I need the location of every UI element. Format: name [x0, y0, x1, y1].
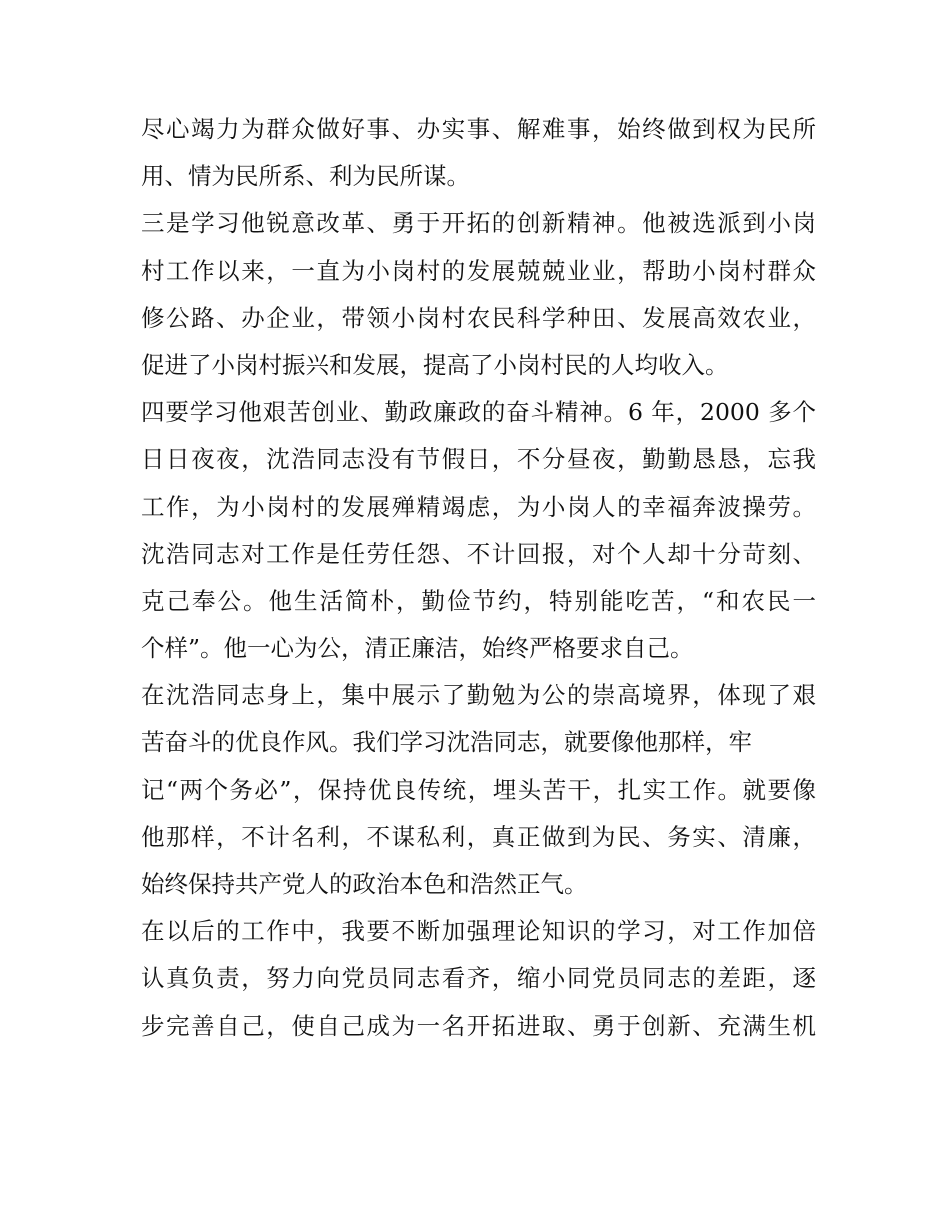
text-line: 促进了小岗村振兴和发展，提高了小岗村民的人均收入。: [141, 350, 729, 379]
text-line: 沈浩同志对工作是任劳任怨、不计回报，对个人却十分苛刻、: [141, 539, 816, 568]
text-line: 始终保持共产党人的政治本色和浩然正气。: [141, 870, 588, 898]
text-line: 他那样，不计名利，不谋私利，真正做到为民、务实、清廉，: [141, 822, 816, 851]
text-line: 个样”。他一心为公，清正廉洁，始终严格要求自己。: [141, 634, 694, 663]
text-line: 工作，为小岗村的发展殚精竭虑，为小岗人的幸福奔波操劳。: [141, 492, 816, 521]
text-line: 日日夜夜，沈浩同志没有节假日，不分昼夜，勤勤恳恳，忘我: [141, 445, 816, 474]
text-line: 四要学习他艰苦创业、勤政廉政的奋斗精神。6 年，2000 多个: [141, 398, 816, 427]
text-line: 记“两个务必”，保持优良传统，埋头苦干，扎实工作。就要像: [141, 775, 816, 804]
text-line: 在以后的工作中，我要不断加强理论知识的学习，对工作加倍: [141, 917, 816, 946]
text-line: 苦奋斗的优良作风。我们学习沈浩同志，就要像他那样，牢: [141, 728, 752, 757]
text-line: 在沈浩同志身上，集中展示了勤勉为公的崇高境界，体现了艰: [141, 681, 816, 710]
text-line: 步完善自己，使自己成为一名开拓进取、勇于创新、充满生机: [141, 1011, 816, 1040]
text-line: 认真负责，努力向党员同志看齐，缩小同党员同志的差距，逐: [141, 964, 816, 993]
body-text: [141, 106, 816, 1050]
text-line: 三是学习他锐意改革、勇于开拓的创新精神。他被选派到小岗: [141, 209, 816, 238]
text-line: 修公路、办企业，带领小岗村农民科学种田、发展高效农业，: [141, 303, 816, 332]
text-line: 用、情为民所系、利为民所谋。: [141, 162, 470, 191]
text-line: 尽心竭力为群众做好事、办实事、解难事，始终做到权为民所: [141, 115, 816, 143]
text-line: 村工作以来，一直为小岗村的发展兢兢业业，帮助小岗村群众: [141, 256, 816, 285]
text-line: 克己奉公。他生活简朴，勤俭节约，特别能吃苦，“和农民一: [141, 586, 816, 615]
